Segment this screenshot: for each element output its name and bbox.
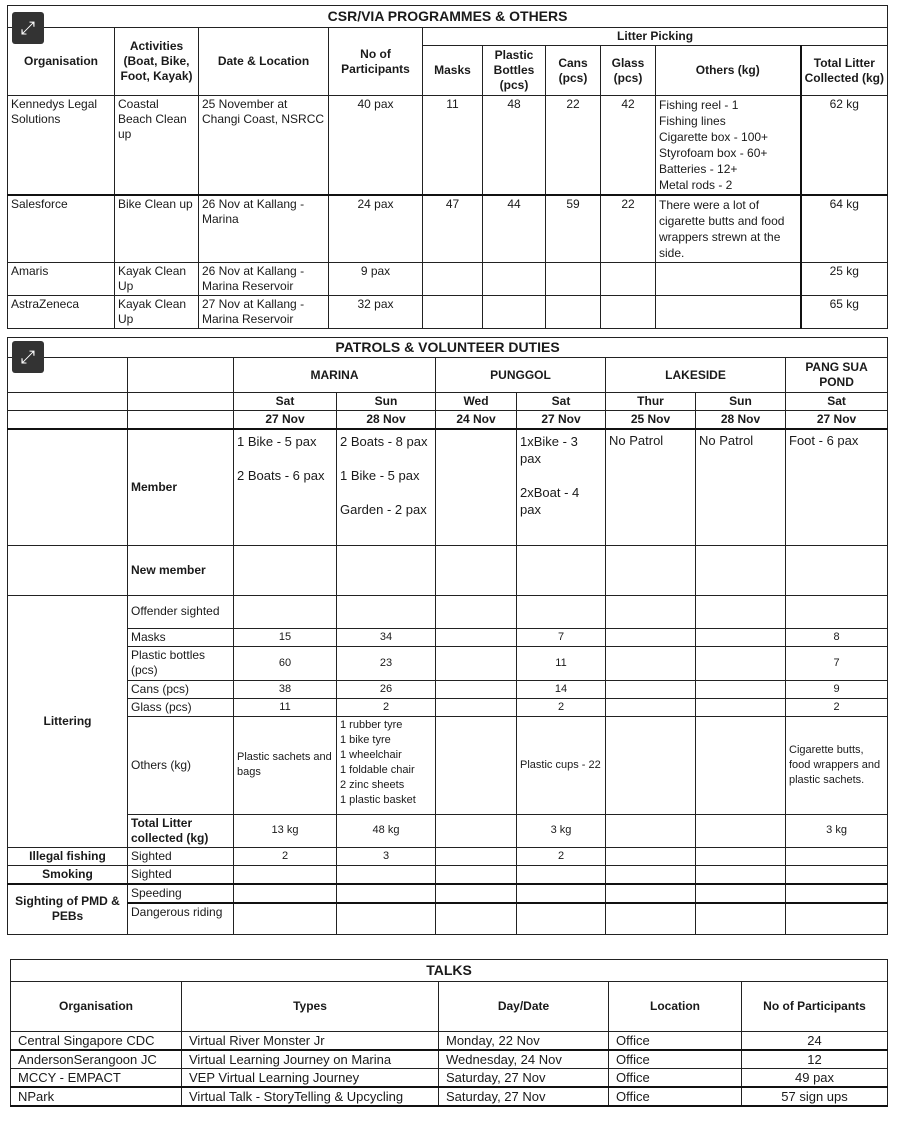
day-label: Sun	[696, 393, 786, 411]
csr-header-masks: Masks	[423, 46, 483, 96]
patrols-blank	[8, 429, 128, 545]
patrols-blank	[128, 358, 234, 393]
day-label: Wed	[436, 393, 517, 411]
expand-icon[interactable]: ⤢	[12, 12, 44, 44]
table-row	[11, 1069, 888, 1088]
member-cell: No Patrol	[606, 429, 696, 545]
day-label: Thur	[606, 393, 696, 411]
total-cell: 48 kg	[337, 814, 436, 847]
plastic-cell	[436, 646, 517, 680]
member-cell	[436, 429, 517, 545]
patrols-blank	[8, 393, 128, 411]
talks-header-day-date: Day/Date	[439, 982, 609, 1032]
others-cell	[436, 716, 517, 814]
csr-cell-participants: 40 pax	[329, 96, 423, 196]
talks-header-location: Location	[609, 982, 742, 1032]
csr-cell-total: 62 kg	[801, 96, 888, 196]
talks-cell-participants: 49 pax	[742, 1069, 888, 1088]
csr-cell-cans	[546, 296, 601, 329]
member-cell: 1 Bike - 5 pax 2 Boats - 6 pax	[234, 429, 337, 545]
csr-cell-others	[656, 296, 801, 329]
csr-header-activities: Activities (Boat, Bike, Foot, Kayak)	[115, 28, 199, 96]
table-row	[8, 96, 888, 196]
talks-header-types: Types	[182, 982, 439, 1032]
csr-cell-others: There were a lot of cigarette butts and food wrappers strewn at the side.	[656, 195, 801, 263]
csr-cell-org: AstraZeneca	[8, 296, 115, 329]
smoking-label: Smoking	[8, 865, 128, 884]
table-row	[11, 1087, 888, 1106]
csr-cell-masks: 47	[423, 195, 483, 263]
cans-cell: 38	[234, 680, 337, 698]
speeding-label: Speeding	[128, 884, 234, 903]
others-cell	[696, 716, 786, 814]
date-label: 28 Nov	[696, 411, 786, 430]
csr-cell-masks	[423, 263, 483, 296]
talks-cell-org: NPark	[11, 1087, 182, 1106]
masks-cell: 15	[234, 628, 337, 646]
csr-cell-glass: 22	[601, 195, 656, 263]
csr-cell-masks	[423, 296, 483, 329]
new-member-label: New member	[128, 545, 234, 595]
talks-cell-location: Office	[609, 1087, 742, 1106]
talks-title: TALKS	[11, 960, 888, 982]
csr-cell-org: Amaris	[8, 263, 115, 296]
patrols-table	[7, 337, 888, 935]
plastic-cell	[606, 646, 696, 680]
patrols-blank	[128, 393, 234, 411]
cans-cell: 14	[517, 680, 606, 698]
illegal-fishing-cell: 2	[234, 847, 337, 865]
cans-label: Cans (pcs)	[128, 680, 234, 698]
csr-cell-activity: Coastal Beach Clean up	[115, 96, 199, 196]
csr-cell-total: 25 kg	[801, 263, 888, 296]
others-cell: 1 rubber tyre 1 bike tyre 1 wheelchair 1 foldable chair 2 zinc sheets 1 plastic basket	[337, 716, 436, 814]
member-cell: Foot - 6 pax	[786, 429, 888, 545]
glass-cell: 2	[517, 698, 606, 716]
day-label: Sun	[337, 393, 436, 411]
date-label: 24 Nov	[436, 411, 517, 430]
others-cell	[606, 716, 696, 814]
patrols-blank	[8, 545, 128, 595]
dangerous-label: Dangerous riding	[128, 903, 234, 935]
glass-cell	[606, 698, 696, 716]
csr-cell-total: 65 kg	[801, 296, 888, 329]
talks-cell-type: Virtual Learning Journey on Marina	[182, 1050, 439, 1069]
littering-label: Littering	[8, 595, 128, 847]
sighted-label: Sighted	[128, 847, 234, 865]
location-pang-sua-pond: PANG SUA POND	[786, 358, 888, 393]
csr-header-cans: Cans (pcs)	[546, 46, 601, 96]
csr-cell-participants: 24 pax	[329, 195, 423, 263]
date-label: 27 Nov	[234, 411, 337, 430]
csr-table	[7, 5, 888, 329]
csr-cell-org: Kennedys Legal Solutions	[8, 96, 115, 196]
csr-cell-glass	[601, 296, 656, 329]
talks-header-participants: No of Participants	[742, 982, 888, 1032]
table-row	[11, 1032, 888, 1051]
talks-cell-location: Office	[609, 1069, 742, 1088]
csr-header-organisation: Organisation	[8, 28, 115, 96]
csr-cell-plastic	[483, 296, 546, 329]
others-cell: Cigarette butts, food wrappers and plastic sachets.	[786, 716, 888, 814]
plastic-label: Plastic bottles (pcs)	[128, 646, 234, 680]
csr-header-plastic: Plastic Bottles (pcs)	[483, 46, 546, 96]
csr-header-litter-picking: Litter Picking	[423, 28, 888, 46]
plastic-cell: 7	[786, 646, 888, 680]
csr-cell-cans: 22	[546, 96, 601, 196]
csr-cell-activity: Kayak Clean Up	[115, 263, 199, 296]
pmd-label: Sighting of PMD & PEBs	[8, 884, 128, 935]
csr-header-total: Total Litter Collected (kg)	[801, 46, 888, 96]
glass-cell	[436, 698, 517, 716]
talks-cell-date: Wednesday, 24 Nov	[439, 1050, 609, 1069]
csr-cell-others: Fishing reel - 1 Fishing lines Cigarette box - 100+ Styrofoam box - 60+ Batteries - 12+ Metal rods - 2	[656, 96, 801, 196]
csr-cell-plastic: 48	[483, 96, 546, 196]
glass-label: Glass (pcs)	[128, 698, 234, 716]
csr-cell-participants: 32 pax	[329, 296, 423, 329]
total-label: Total Litter collected (kg)	[128, 814, 234, 847]
csr-cell-cans	[546, 263, 601, 296]
others-cell: Plastic sachets and bags	[234, 716, 337, 814]
glass-cell	[696, 698, 786, 716]
date-label: 25 Nov	[606, 411, 696, 430]
table-row	[8, 263, 888, 296]
date-label: 27 Nov	[517, 411, 606, 430]
location-punggol: PUNGGOL	[436, 358, 606, 393]
masks-cell: 34	[337, 628, 436, 646]
cans-cell	[436, 680, 517, 698]
illegal-fishing-cell	[696, 847, 786, 865]
talks-cell-type: Virtual River Monster Jr	[182, 1032, 439, 1051]
illegal-fishing-cell: 3	[337, 847, 436, 865]
talks-cell-type: Virtual Talk - StoryTelling & Upcycling	[182, 1087, 439, 1106]
member-cell: No Patrol	[696, 429, 786, 545]
member-label: Member	[128, 429, 234, 545]
csr-cell-cans: 59	[546, 195, 601, 263]
member-cell: 1xBike - 3 pax 2xBoat - 4 pax	[517, 429, 606, 545]
plastic-cell	[696, 646, 786, 680]
talks-cell-date: Saturday, 27 Nov	[439, 1087, 609, 1106]
talks-table	[10, 959, 888, 1107]
masks-cell: 8	[786, 628, 888, 646]
total-cell: 13 kg	[234, 814, 337, 847]
illegal-fishing-cell	[606, 847, 696, 865]
cans-cell: 9	[786, 680, 888, 698]
csr-cell-total: 64 kg	[801, 195, 888, 263]
masks-cell	[436, 628, 517, 646]
csr-cell-plastic: 44	[483, 195, 546, 263]
others-cell: Plastic cups - 22	[517, 716, 606, 814]
csr-header-participants: No of Participants	[329, 28, 423, 96]
cans-cell: 26	[337, 680, 436, 698]
csr-cell-date: 26 Nov at Kallang - Marina Reservoir	[199, 263, 329, 296]
talks-cell-participants: 24	[742, 1032, 888, 1051]
csr-header-others: Others (kg)	[656, 46, 801, 96]
masks-cell: 7	[517, 628, 606, 646]
cans-cell	[696, 680, 786, 698]
total-cell	[696, 814, 786, 847]
illegal-fishing-cell	[436, 847, 517, 865]
talks-cell-org: MCCY - EMPACT	[11, 1069, 182, 1088]
talks-cell-type: VEP Virtual Learning Journey	[182, 1069, 439, 1088]
glass-cell: 2	[337, 698, 436, 716]
talks-cell-org: AndersonSerangoon JC	[11, 1050, 182, 1069]
others-label: Others (kg)	[128, 716, 234, 814]
total-cell	[606, 814, 696, 847]
table-row	[8, 296, 888, 329]
table-row	[11, 1050, 888, 1069]
total-cell	[436, 814, 517, 847]
csr-cell-date: 27 Nov at Kallang - Marina Reservoir	[199, 296, 329, 329]
day-label: Sat	[786, 393, 888, 411]
csr-cell-masks: 11	[423, 96, 483, 196]
masks-cell	[606, 628, 696, 646]
csr-cell-date: 26 Nov at Kallang - Marina	[199, 195, 329, 263]
csr-cell-glass	[601, 263, 656, 296]
masks-cell	[696, 628, 786, 646]
cans-cell	[606, 680, 696, 698]
csr-cell-activity: Bike Clean up	[115, 195, 199, 263]
talks-cell-date: Monday, 22 Nov	[439, 1032, 609, 1051]
csr-cell-activity: Kayak Clean Up	[115, 296, 199, 329]
csr-cell-date: 25 November at Changi Coast, NSRCC	[199, 96, 329, 196]
plastic-cell: 23	[337, 646, 436, 680]
csr-header-date-location: Date & Location	[199, 28, 329, 96]
csr-title: CSR/VIA PROGRAMMES & OTHERS	[8, 6, 888, 28]
patrols-title: PATROLS & VOLUNTEER DUTIES	[8, 338, 888, 358]
plastic-cell: 11	[517, 646, 606, 680]
plastic-cell: 60	[234, 646, 337, 680]
talks-cell-participants: 57 sign ups	[742, 1087, 888, 1106]
location-marina: MARINA	[234, 358, 436, 393]
talks-cell-org: Central Singapore CDC	[11, 1032, 182, 1051]
glass-cell: 11	[234, 698, 337, 716]
csr-cell-glass: 42	[601, 96, 656, 196]
illegal-fishing-cell	[786, 847, 888, 865]
illegal-fishing-label: Illegal fishing	[8, 847, 128, 865]
offender-label: Offender sighted	[128, 595, 234, 628]
table-row	[8, 195, 888, 263]
csr-cell-others	[656, 263, 801, 296]
csr-header-glass: Glass (pcs)	[601, 46, 656, 96]
total-cell: 3 kg	[786, 814, 888, 847]
illegal-fishing-cell: 2	[517, 847, 606, 865]
expand-icon[interactable]: ⤢	[12, 341, 44, 373]
csr-cell-participants: 9 pax	[329, 263, 423, 296]
talks-cell-location: Office	[609, 1032, 742, 1051]
patrols-blank	[8, 411, 128, 430]
total-cell: 3 kg	[517, 814, 606, 847]
member-cell: 2 Boats - 8 pax 1 Bike - 5 pax Garden - 2 pax	[337, 429, 436, 545]
talks-cell-participants: 12	[742, 1050, 888, 1069]
csr-cell-org: Salesforce	[8, 195, 115, 263]
patrols-blank	[128, 411, 234, 430]
smoking-sighted-label: Sighted	[128, 865, 234, 884]
talks-cell-date: Saturday, 27 Nov	[439, 1069, 609, 1088]
masks-label: Masks	[128, 628, 234, 646]
day-label: Sat	[517, 393, 606, 411]
talks-header-organisation: Organisation	[11, 982, 182, 1032]
talks-cell-location: Office	[609, 1050, 742, 1069]
csr-cell-plastic	[483, 263, 546, 296]
date-label: 28 Nov	[337, 411, 436, 430]
glass-cell: 2	[786, 698, 888, 716]
location-lakeside: LAKESIDE	[606, 358, 786, 393]
date-label: 27 Nov	[786, 411, 888, 430]
day-label: Sat	[234, 393, 337, 411]
